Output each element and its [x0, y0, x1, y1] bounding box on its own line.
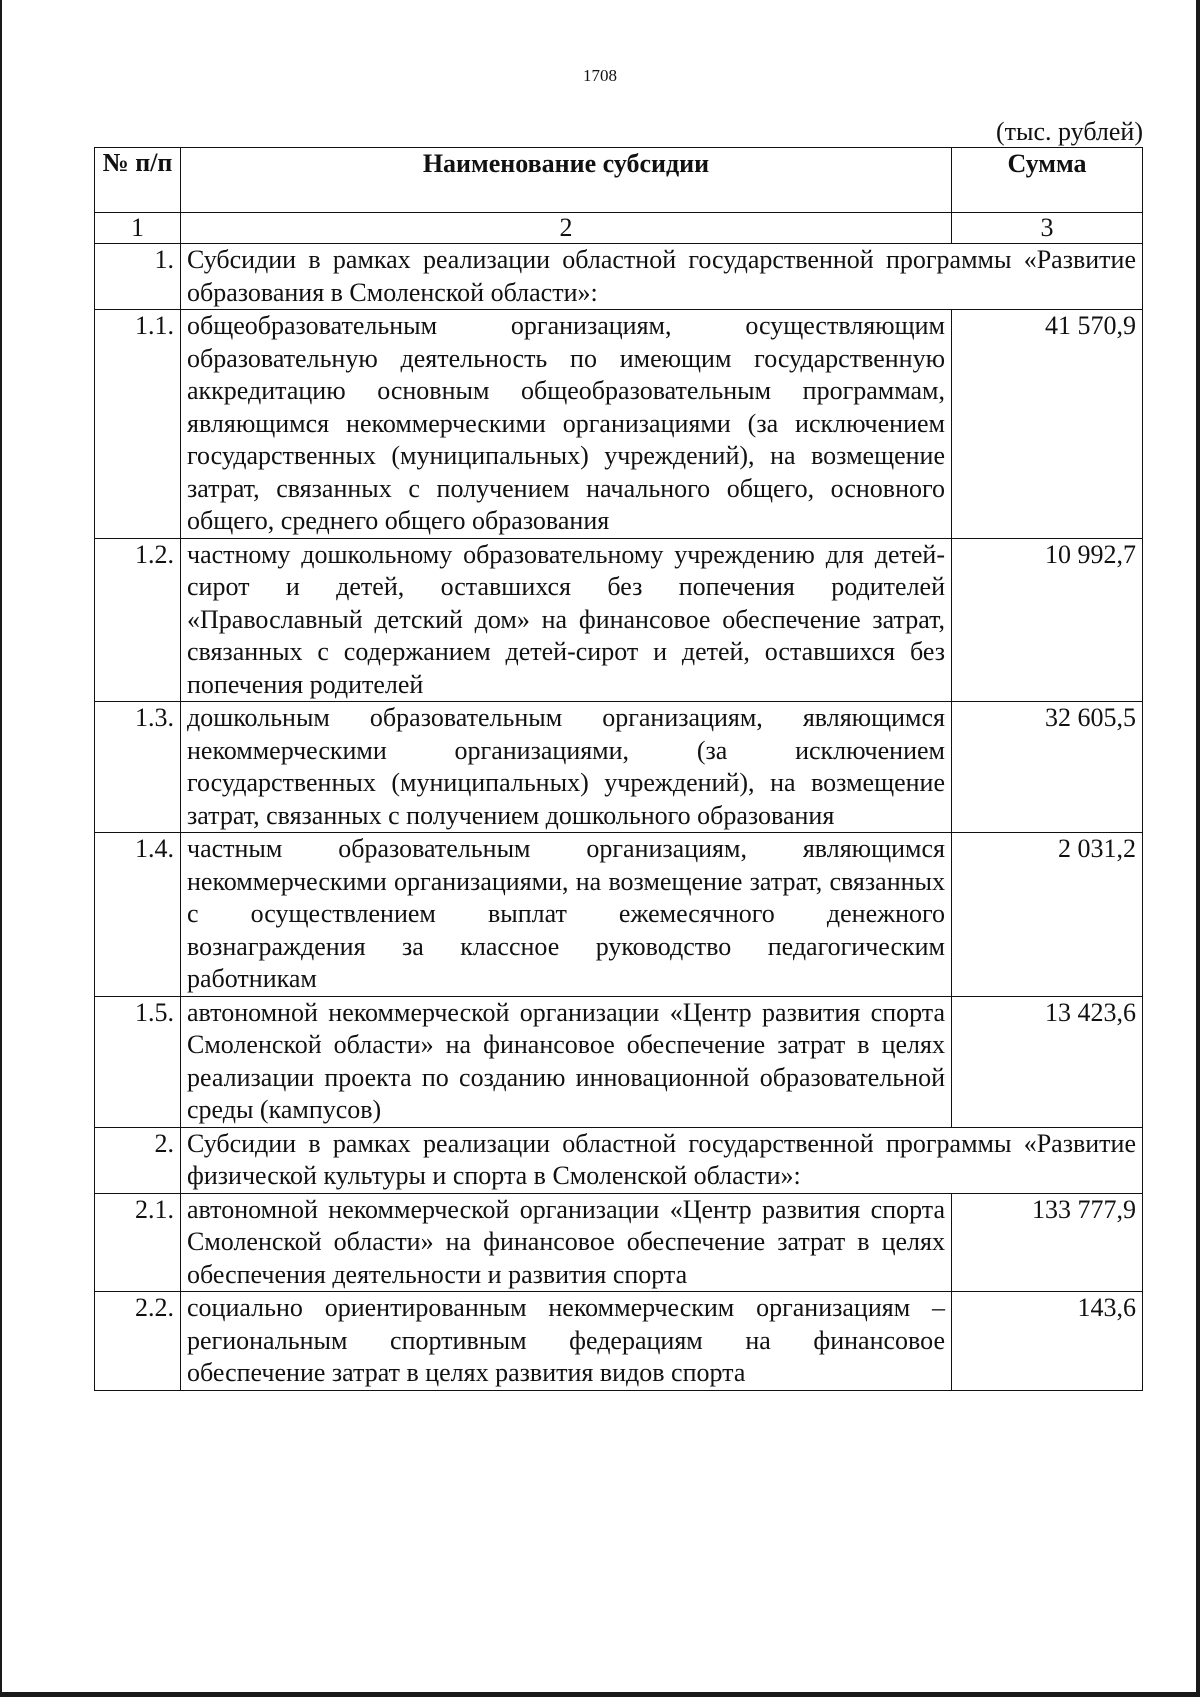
page-number: 1708 — [583, 66, 617, 85]
column-index: 3 — [952, 213, 1143, 244]
table-row — [95, 996, 1143, 1127]
item-name: дошкольным образовательным организациям, являющимся некоммерческими организациями, (за исключением государственных (муниципальных) учреждений), на возмещение затрат, связанных с получением дошкольного образования — [181, 702, 952, 833]
item-name: социально ориентированным некоммерческим организациям – региональным спортивным федерациям на финансовое обеспечение затрат в целях развития видов спорта — [181, 1292, 952, 1391]
item-sum: 2 031,2 — [952, 833, 1143, 997]
item-sum: 143,6 — [952, 1292, 1143, 1391]
section-row — [95, 244, 1143, 310]
scan-border-left — [0, 0, 2, 1697]
scan-border-bottom — [0, 1692, 1200, 1697]
item-name: частному дошкольному образовательному учреждению для детей-сирот и детей, оставшихся без попечения родителей «Православный детский дом» на финансовое обеспечение затрат, связанных с содержанием детей-сирот и детей, оставшихся без попечения родителей — [181, 538, 952, 702]
item-num: 1.4. — [95, 833, 181, 997]
section-num: 1. — [95, 244, 181, 310]
item-num: 2.2. — [95, 1292, 181, 1391]
header-name: Наименование субсидии — [181, 148, 952, 213]
item-num: 2.1. — [95, 1193, 181, 1292]
column-index-row — [95, 213, 1143, 244]
table-row — [95, 538, 1143, 702]
units-label: (тыс. рублей) — [995, 117, 1143, 146]
item-name: частным образовательным организациям, являющимся некоммерческими организациями, на возмещение затрат, связанных с осуществлением выплат ежемесячного денежного вознаграждения за классное руководство педагогическим работникам — [181, 833, 952, 997]
item-num: 1.2. — [95, 538, 181, 702]
item-sum: 32 605,5 — [952, 702, 1143, 833]
item-sum: 41 570,9 — [952, 310, 1143, 539]
table-row — [95, 310, 1143, 539]
section-title: Субсидии в рамках реализации областной государственной программы «Развитие образования в Смоленской области»: — [181, 244, 1143, 310]
item-num: 1.3. — [95, 702, 181, 833]
header-sum: Сумма — [952, 148, 1143, 213]
item-sum: 13 423,6 — [952, 996, 1143, 1127]
item-name: автономной некоммерческой организации «Центр развития спорта Смоленской области» на финансовое обеспечение затрат в целях обеспечения деятельности и развития спорта — [181, 1193, 952, 1292]
section-row — [95, 1127, 1143, 1193]
subsidies-table — [94, 147, 1143, 1391]
item-name: автономной некоммерческой организации «Центр развития спорта Смоленской области» на финансовое обеспечение затрат в целях реализации проекта по созданию инновационной образовательной среды (кампусов) — [181, 996, 952, 1127]
table-row — [95, 702, 1143, 833]
header-row — [95, 148, 1143, 213]
column-index: 2 — [181, 213, 952, 244]
item-name: общеобразовательным организациям, осуществляющим образовательную деятельность по имеющим государственную аккредитацию основным общеобразовательным программам, являющимся некоммерческими организациями (за исключением государственных (муниципальных) учреждений), на возмещение затрат, связанных с получением начального общего, основного общего, среднего общего образования — [181, 310, 952, 539]
header-num: № п/п — [95, 148, 181, 213]
table-row — [95, 1193, 1143, 1292]
section-title: Субсидии в рамках реализации областной государственной программы «Развитие физической культуры и спорта в Смоленской области»: — [181, 1127, 1143, 1193]
item-num: 1.1. — [95, 310, 181, 539]
item-num: 1.5. — [95, 996, 181, 1127]
table-row — [95, 1292, 1143, 1391]
scan-border-right — [1196, 0, 1200, 1697]
table-row — [95, 833, 1143, 997]
item-sum: 10 992,7 — [952, 538, 1143, 702]
item-sum: 133 777,9 — [952, 1193, 1143, 1292]
column-index: 1 — [95, 213, 181, 244]
section-num: 2. — [95, 1127, 181, 1193]
